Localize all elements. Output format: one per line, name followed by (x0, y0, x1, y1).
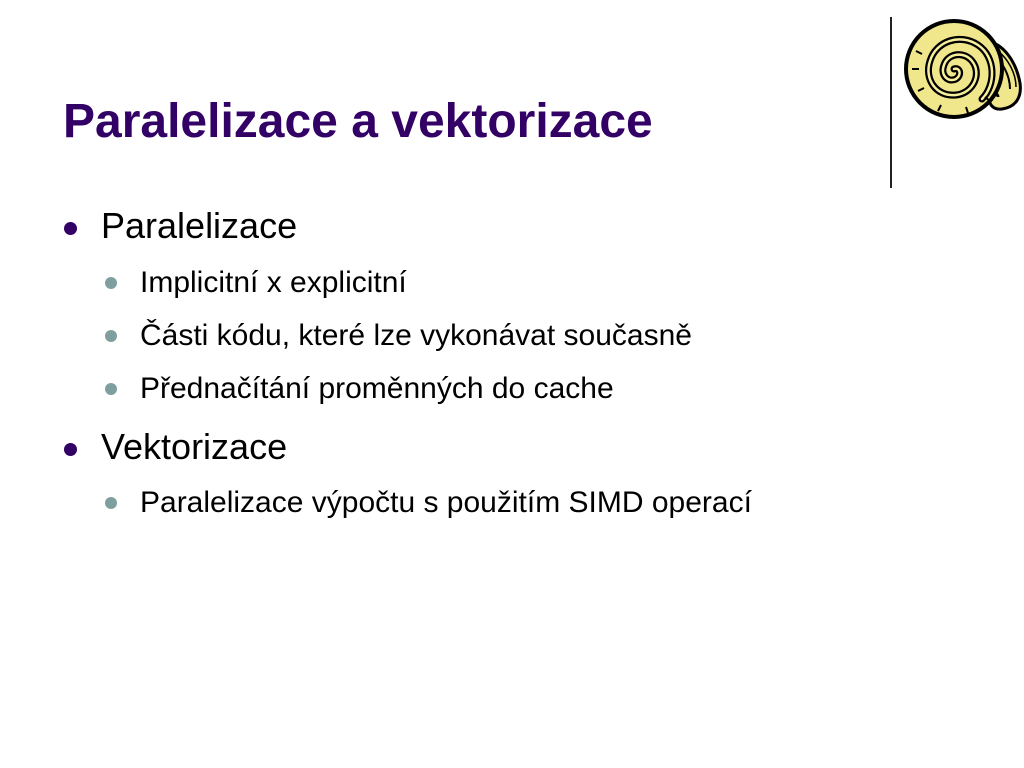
sub-bullet-marker (105, 330, 117, 342)
sub-bullet-marker (105, 497, 117, 509)
sub-bullet-marker (105, 383, 117, 395)
sub-bullet-implicit-explicit: Implicitní x explicitní (140, 266, 407, 299)
bullet-marker (64, 443, 77, 456)
sub-bullet-code-parts: Části kódu, které lze vykonávat současně (140, 319, 692, 352)
bullet-paralelizace: Paralelizace (101, 205, 298, 246)
bullet-marker (64, 222, 77, 235)
sub-bullet-marker (105, 277, 117, 289)
sub-bullet-prefetch: Přednačítání proměnných do cache (140, 372, 614, 405)
slide-title: Paralelizace a vektorizace (63, 95, 653, 148)
bullet-vektorizace: Vektorizace (101, 426, 288, 467)
sub-bullet-simd: Paralelizace výpočtu s použitím SIMD operací (140, 486, 752, 519)
